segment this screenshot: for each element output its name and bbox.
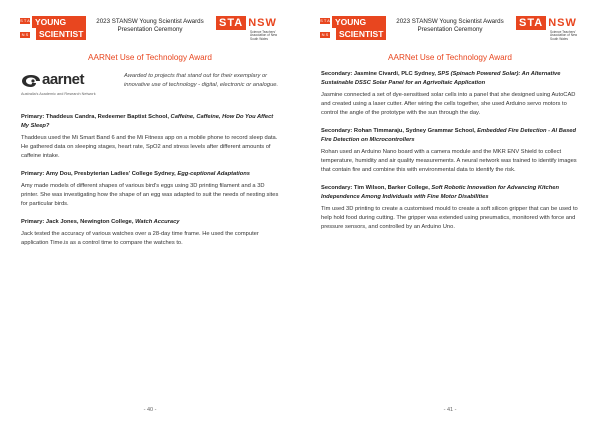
entry-description: Rohan used an Arduino Nano board with a camera module and the MKR ENV Shield to collect temperature, humidity and air quality measurements. A neural network was trained to identify images that contain fire and combine this with environmental data to identify the risk.	[321, 149, 577, 173]
stansw-subtitle: Science Teachers' Association of New South Wales	[550, 30, 578, 41]
header-title	[90, 18, 210, 34]
logo-block: N S W	[321, 32, 329, 43]
entry-project-title: Egg-ceptional Adaptations	[177, 171, 250, 177]
entry-heading	[321, 70, 579, 88]
stansw-nsw: NSW	[248, 17, 277, 29]
award-entry	[321, 184, 579, 232]
stansw-logo	[516, 16, 580, 40]
entry-project-title: Caffeine, Caffeine, How Do You Affect My Sleep?	[21, 114, 274, 129]
entry-description: Jack tested the accuracy of various watches over a 28-day time frame. He used the computer application Time.is as a control time to compare the watches to.	[21, 231, 259, 246]
entry-heading	[321, 184, 579, 202]
entry-description: Amy made models of different shapes of various bird's eggs using 3D printing filament and a 3D printer. She was investigating how the shape of an egg was adapted to suit the needs of nesting sites for particular birds.	[21, 183, 279, 207]
entry-heading	[21, 113, 279, 131]
entry-winner: Secondary: Rohan Timmaraju, Sydney Grammar School,	[321, 128, 478, 134]
aarnet-mark-icon	[21, 74, 41, 88]
award-title: AARNet Use of Technology Award	[88, 53, 212, 62]
logo-block: S T A	[320, 18, 330, 23]
entry-project-title: Soft Robotic Innovation for Advancing Kitchen Independence Among Individuals with Fine Motor Disabilities	[321, 185, 559, 200]
award-entry	[21, 170, 279, 209]
entry-winner: Primary: Thaddeus Candra, Redeemer Baptist School,	[21, 114, 171, 120]
page-header	[320, 16, 580, 43]
entries-right	[321, 70, 579, 241]
entry-heading	[321, 127, 579, 145]
header-line-2: Presentation Ceremony	[417, 26, 483, 33]
award-entry	[21, 218, 279, 248]
stansw-sta: STA	[516, 16, 546, 30]
entry-winner: Secondary: Jasmine Civardi, PLC Sydney,	[321, 71, 438, 77]
entry-description: Thaddeus used the Mi Smart Band 6 and the Mi Fitness app on a mobile phone to record sleep data. He gathered data on sleeping stages, heart rate, SpO2 and stress levels after different amounts of caffeine intake.	[21, 135, 278, 159]
aarnet-tagline: Australia's Academic and Research Network	[21, 92, 96, 96]
logo-block: S T A	[20, 18, 30, 23]
entry-project-title: Embedded Fire Detection - AI Based Fire Detection on Microcontrollers	[321, 128, 576, 143]
entry-project-title: Watch Accuracy	[135, 219, 180, 225]
aarnet-wordmark: aarnet	[42, 71, 85, 88]
entry-winner: Primary: Jack Jones, Newington College,	[21, 219, 136, 225]
award-entry	[21, 113, 279, 161]
award-title: AARNet Use of Technology Award	[388, 53, 512, 62]
entries-left	[21, 113, 279, 257]
header-line-1: 2023 STANSW Young Scientist Awards	[396, 18, 504, 25]
award-description: Awarded to projects that stand out for their exemplary or innovative use of technology - digital, electronic or analogue.	[124, 73, 279, 88]
logo-word-scientist: SCIENTIST	[336, 28, 386, 40]
logo-word-young: YOUNG	[32, 16, 86, 28]
entry-heading	[21, 170, 279, 179]
young-scientist-logo	[20, 16, 84, 43]
page-number: - 40 -	[143, 407, 157, 413]
entry-winner: Secondary: Tim Wilson, Barker College,	[321, 185, 432, 191]
young-scientist-logo	[320, 16, 384, 43]
page-header	[20, 16, 280, 43]
aarnet-logo	[21, 71, 103, 104]
stansw-logo	[216, 16, 280, 40]
entry-description: Tim used 3D printing to create a customised mould to create a soft silicon gripper that can be used to help hold food during cutting. The gripper was extended using pneumatics, monitored with force and pressure sensors, and controlled by an Arduino Uno.	[321, 206, 578, 230]
header-title	[390, 18, 510, 34]
stansw-nsw: NSW	[548, 17, 577, 29]
page-right	[300, 0, 600, 426]
header-line-2: Presentation Ceremony	[117, 26, 183, 33]
entry-project-title: SPS (Spinach Powered Solar): An Alternative Sustainable DSSC Solar Panel for an Agrivoltaic Application	[321, 71, 561, 86]
entry-description: Jasmine connected a set of dye-sensitised solar cells into a panel that she designed using AutoCAD and created using a laser cutter. After wiring the cells together, she used Arduino servo motors to control the angle of the prototype with the sun through the day.	[321, 92, 576, 116]
stansw-sta: STA	[216, 16, 246, 30]
stansw-subtitle: Science Teachers' Association of New South Wales	[250, 30, 278, 41]
entry-heading	[21, 218, 279, 227]
award-entry	[321, 127, 579, 175]
logo-word-scientist: SCIENTIST	[36, 28, 86, 40]
header-line-1: 2023 STANSW Young Scientist Awards	[96, 18, 204, 25]
entry-winner: Primary: Amy Dou, Presbyterian Ladies' College Sydney,	[21, 171, 178, 177]
logo-block: N S W	[21, 32, 29, 43]
page-number: - 41 -	[443, 407, 457, 413]
logo-word-young: YOUNG	[332, 16, 386, 28]
award-entry	[321, 70, 579, 118]
